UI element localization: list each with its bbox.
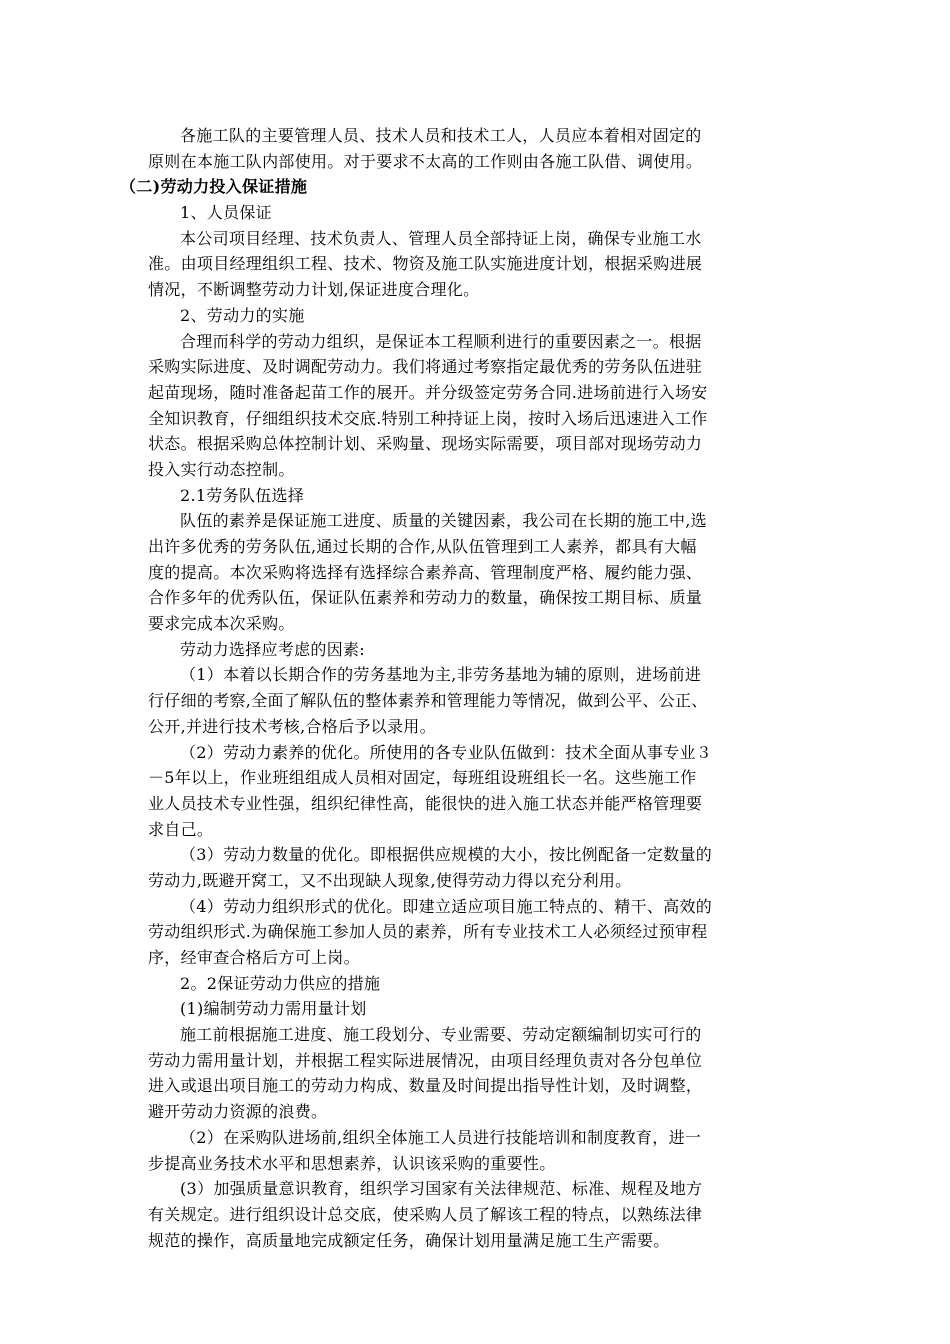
text-line: （4）劳动力组织形式的优化。即建立适应项目施工特点的、精干、高效的 [180,896,713,916]
text-line: 避开劳动力资源的浪费。 [148,1102,328,1122]
document-body [120,123,814,1253]
text-line: 2。2保证劳动力供应的措施 [180,973,381,993]
text-line: 准。由项目经理组织工程、技术、物资及施工队实施进度计划，根据采购进展 [148,254,703,274]
text-line: 合作多年的优秀队伍，保证队伍素养和劳动力的数量，确保按工期目标、质量 [148,588,703,608]
text-line: （2）在采购队进场前,组织全体施工人员进行技能培训和制度教育，进一 [180,1127,702,1147]
text-line: 全知识教育，仔细组织技术交底.特别工种持证上岗，按时入场后迅速进入工作 [148,408,708,428]
text-line: 有关规定。进行组织设计总交底，使采购人员了解该工程的特点，以熟练法律 [148,1204,703,1224]
text-line: 劳动力,既避开窝工，又不出现缺人现象,使得劳动力得以充分利用。 [148,870,632,890]
text-line: 求自己。 [148,819,214,839]
text-line: 公开,并进行技术考核,合格后予以录用。 [148,716,436,736]
text-line: 队伍的素养是保证施工进度、质量的关键因素，我公司在长期的施工中,选 [180,511,707,531]
text-line: 本公司项目经理、技术负责人、管理人员全部持证上岗，确保专业施工水 [180,228,702,248]
text-line: 步提高业务技术水平和思想素养，认识该采购的重要性。 [148,1153,556,1173]
text-line: 起苗现场，随时准备起苗工作的展开。并分级签定劳务合同.进场前进行入场安 [148,382,708,402]
text-line: 出许多优秀的劳务队伍,通过长期的合作,从队伍管理到工人素养，都具有大幅 [148,537,697,556]
text-line: －5年以上，作业班组组成人员相对固定，每班组设班组长一名。这些施工作 [148,768,697,788]
text-line: 要求完成本次采购。 [148,614,295,634]
text-line: 情况，不断调整劳动力计划,保证进度合理化。 [148,280,480,300]
text-line: 劳动力需用量计划，并根据工程实际进展情况，由项目经理负责对各分包单位 [148,1050,703,1070]
text-line: (1)编制劳动力需用量计划 [180,999,367,1019]
text-line: 规范的操作，高质量地完成额定任务，确保计划用量满足施工生产需要。 [148,1230,670,1250]
section-heading: （二)劳动力投入保证措施 [120,177,308,197]
text-line: 采购实际进度、及时调配劳动力。我们将通过考察指定最优秀的劳务队伍进驻 [148,357,703,377]
text-line: 2、劳动力的实施 [180,305,305,325]
text-line: 施工前根据施工进度、施工段划分、专业需要、劳动定额编制切实可行的 [180,1025,702,1045]
text-line: 业人员技术专业性强，组织纪律性高，能很快的进入施工状态并能严格管理要 [148,793,703,813]
text-line: (3）加强质量意识教育，组织学习国家有关法律规范、标准、规程及地方 [180,1179,703,1199]
text-line: 劳动组织形式.为确保施工参加人员的素养，所有专业技术工人必须经过预审程 [148,922,708,942]
text-line: 2.1劳务队伍选择 [180,485,305,505]
text-line: 合理而科学的劳动力组织，是保证本工程顺利进行的重要因素之一。根据 [180,331,702,351]
text-line: 投入实行动态控制。 [148,459,295,479]
text-line: 劳动力选择应考虑的因素: [180,639,365,659]
text-line: 各施工队的主要管理人员、技术人员和技术工人，人员应本着相对固定的 [180,126,702,145]
text-line: 状态。根据采购总体控制计划、采购量、现场实际需要，项目部对现场劳动力 [148,434,703,454]
text-line: 行仔细的考察,全面了解队伍的整体素养和管理能力等情况，做到公平、公正、 [148,691,708,711]
text-line: 序，经审查合格后方可上岗。 [148,948,360,967]
text-line: 原则在本施工队内部使用。对于要求不太高的工作则由各施工队借、调使用。 [148,151,703,171]
text-line: 度的提高。本次采购将选择有选择综合素养高、管理制度严格、履约能力强、 [148,562,703,582]
text-line: （2）劳动力素养的优化。所使用的各专业队伍做到：技术全面从事专业３ [180,742,713,762]
text-line: 进入或退出项目施工的劳动力构成、数量及时间提出指导性计划，及时调整， [148,1076,703,1096]
text-line: 1、人员保证 [180,203,272,223]
text-line: （3）劳动力数量的优化。即根据供应规模的大小，按比例配备一定数量的 [180,845,713,865]
text-line: （1）本着以长期合作的劳务基地为主,非劳务基地为辅的原则，进场前进 [180,665,702,685]
